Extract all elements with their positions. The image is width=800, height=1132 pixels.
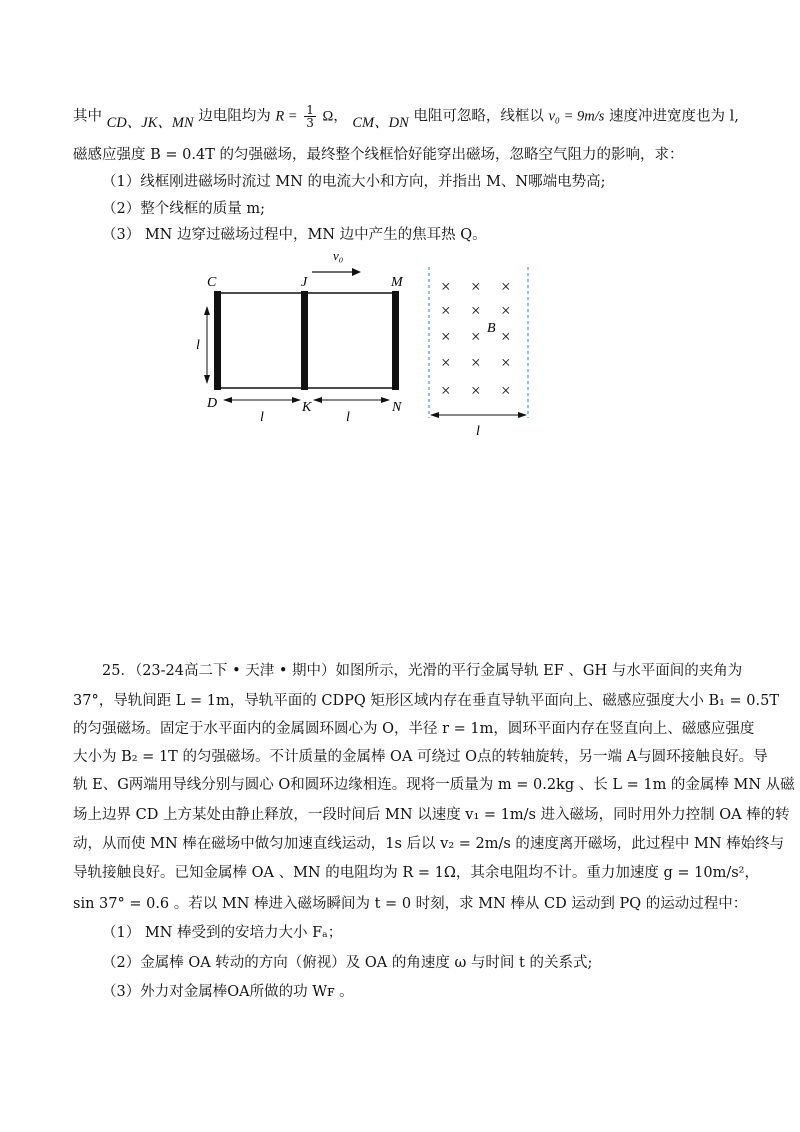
p25-line8: 导轨接触良好。已知金属棒 OA 、MN 的电阻均为 R = 1Ω，其余电阻均不计。重力加速度 g = 10m/s²，	[73, 865, 759, 881]
math-cm-dn: CM、DN	[352, 114, 409, 131]
text-fragment: 速度冲进宽度也为 l,	[609, 108, 739, 125]
field-cross: ×	[441, 353, 451, 372]
field-cross: ×	[441, 327, 451, 346]
dim-field-arrow-l	[430, 412, 439, 418]
p25-line4: 大小为 B₂ = 1T 的匀强磁场。不计质量的金属棒 OA 可绕过 O点的转轴旋转，另一端 A与圆环接触良好。导	[73, 749, 768, 765]
p24-q1: （1）线框刚进磁场时流过 MN 的电流大小和方向，并指出 M、N哪端电势高;	[102, 174, 606, 190]
math-R: R =	[275, 108, 298, 125]
field-cross: ×	[471, 301, 481, 320]
label-v0: v₀	[333, 248, 344, 263]
field-cross: ×	[471, 327, 481, 346]
p25-line1: 25．（23-24高二下 • 天津 • 期中）如图所示，光滑的平行金属导轨 EF 、GH 与水平面间的夹角为	[102, 663, 743, 679]
field-cross: ×	[501, 277, 511, 296]
p25-line2: 37°，导轨间距 L = 1m，导轨平面的 CDPQ 矩形区域内存在垂直导轨平面向上、磁感应强度大小 B₁ = 0.5T	[73, 693, 780, 709]
p25-q1: （1） MN 棒受到的安培力大小 Fₐ；	[102, 925, 343, 941]
text-fragment: 其中	[73, 108, 102, 125]
field-cross: ×	[441, 381, 451, 400]
label-l-bottom2: l	[346, 410, 350, 425]
label-K: K	[302, 400, 312, 415]
velocity-arrowhead	[352, 268, 361, 276]
label-J: J	[301, 275, 308, 290]
frac-num: 1	[306, 103, 314, 117]
p25-q3: （3）外力对金属棒OA所做的功 Wꜰ 。	[102, 984, 354, 1000]
field-cross: ×	[501, 353, 511, 372]
p25-line9: sin 37° = 0.6 。若以 MN 棒进入磁场瞬间为 t = 0 时刻，求 MN 棒从 CD 运动到 PQ 的运动过程中：	[73, 896, 748, 912]
field-cross: ×	[471, 277, 481, 296]
field-cross: ×	[501, 301, 511, 320]
edge-JK	[301, 291, 308, 390]
dim-field-arrow-r	[518, 412, 527, 418]
p25-line7: 动，从而使 MN 棒在磁场中做匀加速直线运动，1s 后以 v₂ = 2m/s 的速度离开磁场，此过程中 MN 棒始终与	[73, 836, 785, 852]
field-cross: ×	[501, 381, 511, 400]
field-cross: ×	[471, 381, 481, 400]
field-cross: ×	[471, 353, 481, 372]
circuit-figure	[0, 245, 800, 445]
label-B: B	[487, 321, 496, 336]
edge-CD	[214, 291, 221, 390]
p25-line5: 轨 E、G两端用导线分别与圆心 O和圆环边缘相连。现将一质量为 m = 0.2kg 、长 L = 1m 的金属棒 MN 从磁	[73, 777, 795, 793]
label-D: D	[207, 396, 218, 411]
fraction-one-third	[304, 104, 316, 129]
dim-bottom2-arrow-r	[381, 397, 390, 403]
p25-line3: 的匀强磁场。固定于水平面内的金属圆环圆心为 O，半径 r = 1m，圆环平面内存在竖直向上、磁感应强度	[73, 721, 755, 737]
math-sides: CD、JK、MN	[106, 114, 194, 131]
dim-bottom1-arrow-r	[292, 397, 301, 403]
dim-left-arrow-top	[204, 306, 210, 315]
text-fragment: Ω，	[322, 108, 348, 125]
field-crosses	[441, 277, 511, 400]
label-l-bottom1: l	[260, 410, 264, 425]
dim-bottom1-arrow-l	[223, 397, 232, 403]
label-M: M	[391, 275, 403, 290]
p24-line2: 磁感应强度 B = 0.4T 的匀强磁场，最终整个线框恰好能穿出磁场，忽略空气阻力的影响，求：	[73, 147, 684, 163]
label-l-left: l	[196, 338, 200, 353]
field-cross: ×	[441, 277, 451, 296]
text-fragment: 边电阻均为	[198, 108, 271, 125]
frac-den: 3	[306, 116, 314, 130]
label-C: C	[207, 275, 217, 290]
p25-q2: （2）金属棒 OA 转动的方向（俯视）及 OA 的角速度 ω 与时间 t 的关系式;	[102, 955, 593, 971]
p24-line1	[73, 104, 739, 129]
dim-bottom2-arrow-l	[313, 397, 322, 403]
edge-MN	[392, 291, 399, 390]
math-v0: v₀ = 9m/s	[548, 108, 605, 125]
field-cross: ×	[441, 301, 451, 320]
p24-q3: （3） MN 边穿过磁场过程中，MN 边中产生的焦耳热 Q。	[102, 227, 487, 243]
p24-q2: （2）整个线框的质量 m;	[102, 201, 265, 217]
label-l-field: l	[476, 424, 480, 439]
p25-line6: 场上边界 CD 上方某处由静止释放，一段时间后 MN 以速度 v₁ = 1m/s 进入磁场，同时用外力控制 OA 棒的转	[73, 807, 790, 823]
text-fragment: 电阻可忽略，线框以	[413, 108, 544, 125]
label-N: N	[392, 400, 402, 415]
dim-left-arrow-bottom	[204, 375, 210, 384]
field-cross: ×	[501, 327, 511, 346]
